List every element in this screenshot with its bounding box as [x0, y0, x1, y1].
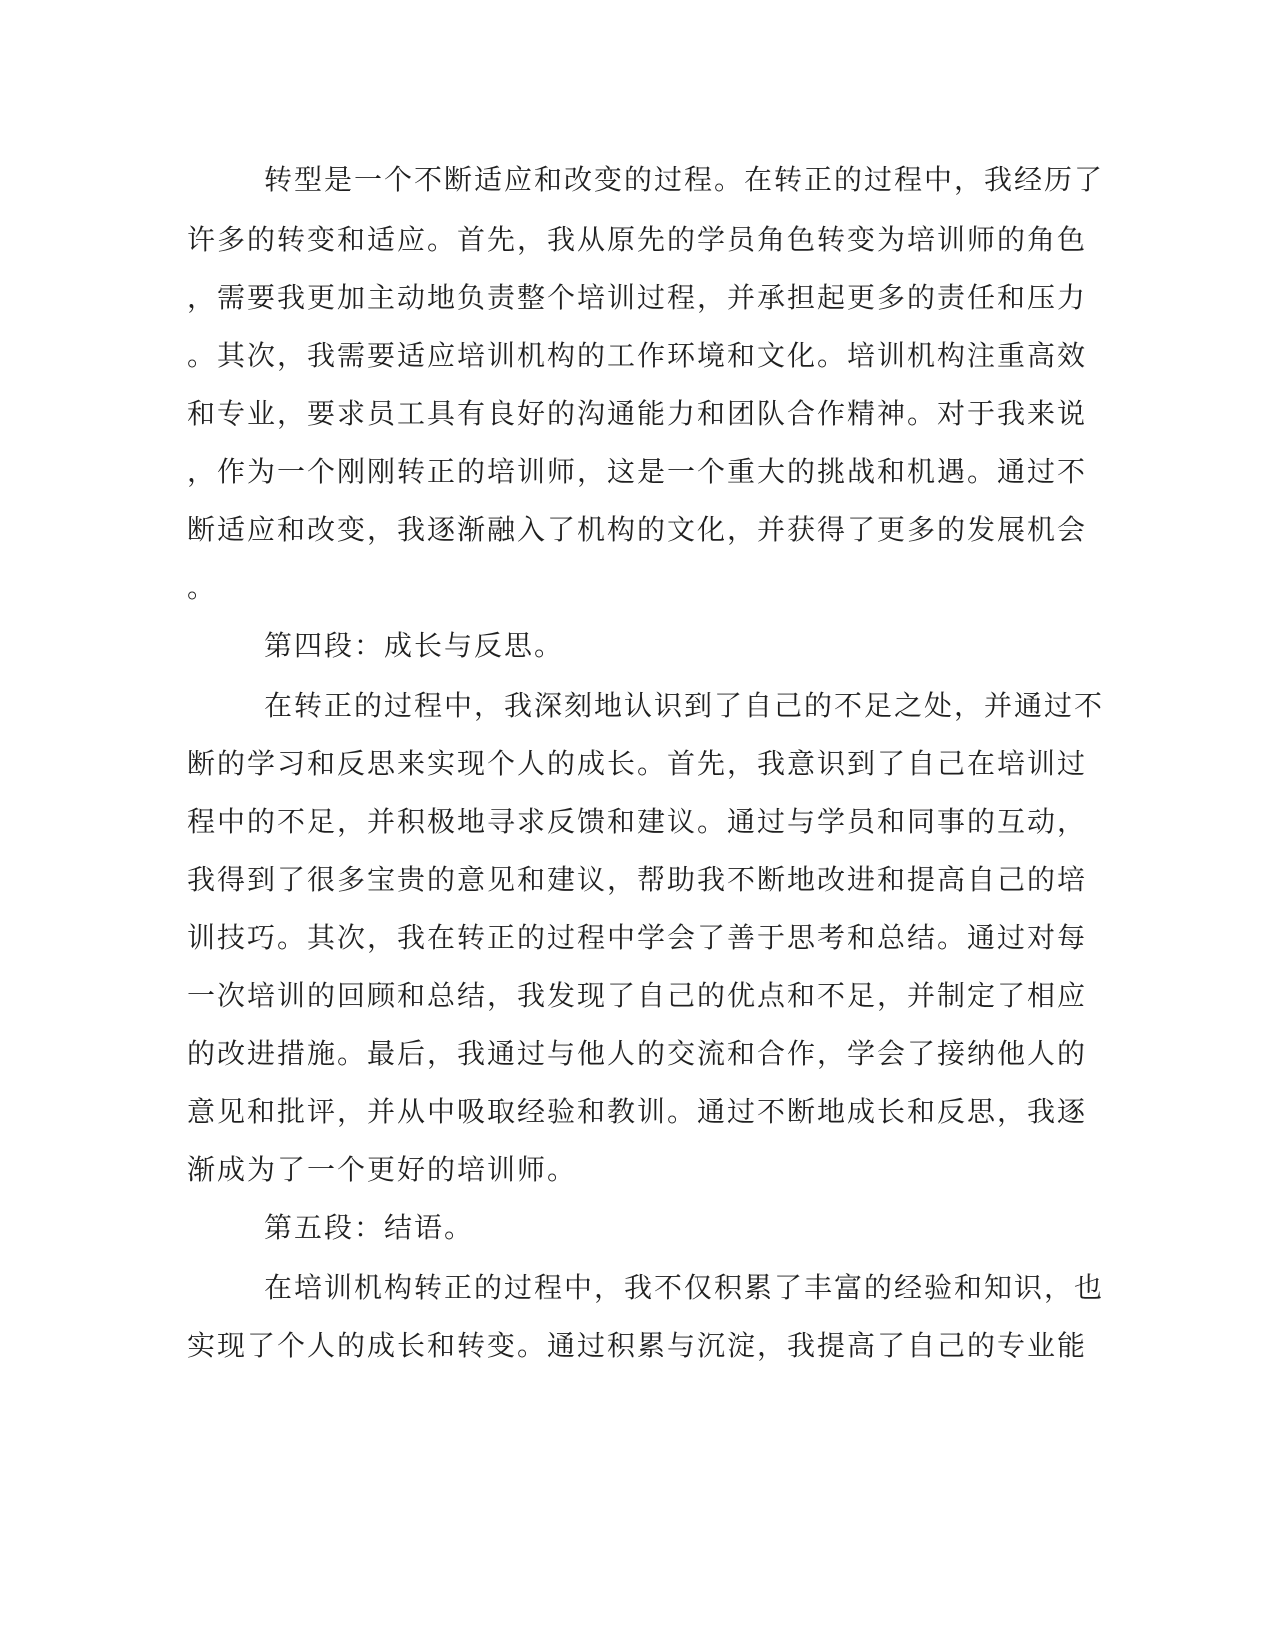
paragraph-5-line-1: 在培训机构转正的过程中，我不仅积累了丰富的经验和知识，也: [264, 1271, 1105, 1304]
paragraph-4-line-6: 一次培训的回顾和总结，我发现了自己的优点和不足，并制定了相应: [187, 979, 1088, 1012]
paragraph-3-line-4: 。其次，我需要适应培训机构的工作环境和文化。培训机构注重高效: [187, 339, 1088, 372]
paragraph-3-line-6: ，作为一个刚刚转正的培训师，这是一个重大的挑战和机遇。通过不: [187, 455, 1088, 488]
paragraph-3-line-1: 转型是一个不断适应和改变的过程。在转正的过程中，我经历了: [264, 163, 1105, 196]
paragraph-4-line-4: 我得到了很多宝贵的意见和建议，帮助我不断地改进和提高自己的培: [187, 863, 1088, 896]
paragraph-3-line-5: 和专业，要求员工具有良好的沟通能力和团队合作精神。对于我来说: [187, 397, 1088, 430]
paragraph-4-line-2: 断的学习和反思来实现个人的成长。首先，我意识到了自己在培训过: [187, 747, 1088, 780]
paragraph-4-line-8: 意见和批评，并从中吸取经验和教训。通过不断地成长和反思，我逐: [187, 1095, 1088, 1128]
paragraph-4-line-3: 程中的不足，并积极地寻求反馈和建议。通过与学员和同事的互动，: [187, 805, 1088, 838]
section-heading-5: 第五段：结语。: [264, 1211, 475, 1244]
paragraph-4-line-5: 训技巧。其次，我在转正的过程中学会了善于思考和总结。通过对每: [187, 921, 1088, 954]
section-heading-4: 第四段：成长与反思。: [264, 629, 565, 662]
paragraph-4-line-1: 在转正的过程中，我深刻地认识到了自己的不足之处，并通过不: [264, 689, 1105, 722]
paragraph-3-line-2: 许多的转变和适应。首先，我从原先的学员角色转变为培训师的角色: [187, 223, 1088, 256]
paragraph-3-line-7: 断适应和改变，我逐渐融入了机构的文化，并获得了更多的发展机会: [187, 513, 1088, 546]
paragraph-4-line-7: 的改进措施。最后，我通过与他人的交流和合作，学会了接纳他人的: [187, 1037, 1088, 1070]
paragraph-3-line-3: ，需要我更加主动地负责整个培训过程，并承担起更多的责任和压力: [187, 281, 1088, 314]
paragraph-3-line-8: 。: [187, 571, 218, 604]
paragraph-4-line-9: 渐成为了一个更好的培训师。: [187, 1153, 578, 1186]
paragraph-5-line-2: 实现了个人的成长和转变。通过积累与沉淀，我提高了自己的专业能: [187, 1329, 1088, 1362]
